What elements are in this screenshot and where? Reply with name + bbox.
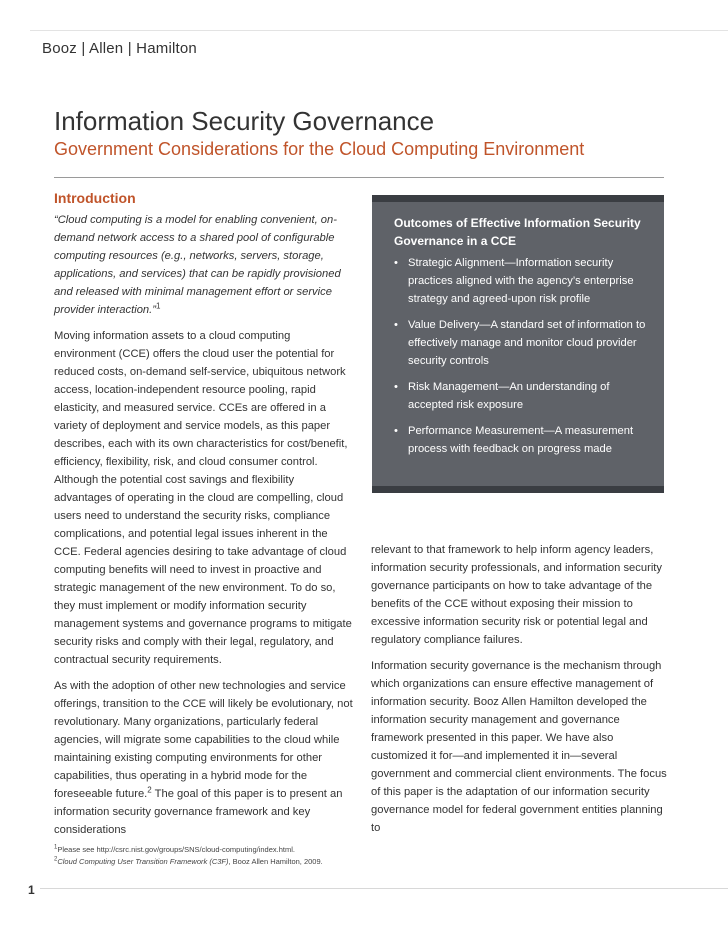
company-logo: Booz | Allen | Hamilton xyxy=(42,40,197,57)
page-number: 1 xyxy=(28,883,35,897)
bullet-icon: • xyxy=(394,319,398,331)
callout-title: Outcomes of Effective Information Security Governance in a CCE xyxy=(394,216,641,248)
left-column xyxy=(54,211,354,847)
bullet-icon: • xyxy=(394,257,398,269)
footnote-ref-1: 1 xyxy=(155,301,161,311)
bottom-divider xyxy=(40,888,728,889)
document-subtitle: Government Considerations for the Cloud Computing Environment xyxy=(54,139,585,159)
intro-quote xyxy=(54,211,354,319)
list-item xyxy=(394,378,649,414)
paragraph: Moving information assets to a cloud computing environment (CCE) offers the cloud user the potential for reduced costs, on-demand self-service, ubiquitous network access, location-independent resource pooling, rapid elasticity, and measured service. CCEs are offered in a variety of deployment and service models, as this paper describes, each with its own characteristics for cost/benefit, efficiency, flexibility, risk, and cloud consumer control. Although the potential cost savings and flexibility advantages of operating in the cloud are compelling, cloud users need to understand the security risks, compliance complications, and potential legal issues inherent in the CCE. Federal agencies desiring to take advantage of cloud computing benefits will need to invest in proactive and strategic management of the new environment. To do so, they must implement or modify information security management systems and governance programs to mitigate security risks and comply with their legal, regulatory, and contractual security requirements. xyxy=(54,330,352,666)
list-item-text: Performance Measurement—A measurement process with feedback on progress made xyxy=(408,425,634,455)
paragraph: Information security governance is the mechanism through which organizations can ensure effective management of information security. Booz Allen Hamilton developed the information security management and governance framework presented in this paper. We have also customized it for—and implemented it in—several government and commercial client environments. The focus of this paper is the adaptation of our information security governance model for federal government entities planning to xyxy=(371,660,667,834)
list-item-text: Risk Management—An understanding of accepted risk exposure xyxy=(408,381,610,411)
footnote-text: , Booz Allen Hamilton, 2009. xyxy=(228,857,323,866)
outcomes-callout-box xyxy=(372,195,664,493)
footnotes xyxy=(54,844,384,868)
right-column xyxy=(371,541,671,845)
section-heading-introduction: Introduction xyxy=(54,190,136,206)
footnote-2 xyxy=(54,856,384,868)
footnote-title: Cloud Computing User Transition Framework (C3F) xyxy=(57,857,229,866)
paragraph-text: As with the adoption of other new technologies and service offerings, transition to the CCE will likely be evolutionary, not revolutionary. Many organizations, particularly federal agencies, will migrate some capabilities to the cloud while maintaining existing computing environments for other capabilities, thus operating in a hybrid mode for the foreseeable future. xyxy=(54,680,353,800)
top-divider xyxy=(30,30,728,31)
footnote-ref-2: 2 xyxy=(147,785,152,795)
paragraph: relevant to that framework to help inform agency leaders, information security professionals, and information security governance participants on how to take advantage of the benefits of the CCE without exposing their mission to excessive information security risk or potential legal and regulatory compliance failures. xyxy=(371,544,663,646)
bullet-icon: • xyxy=(394,381,398,393)
paragraph-text: The goal of this paper is to present an information security governance framework and key considerations xyxy=(54,788,343,836)
list-item xyxy=(394,316,649,370)
document-title: Information Security Governance xyxy=(54,106,435,136)
outcomes-list xyxy=(394,254,649,466)
footnote-number: 2 xyxy=(54,856,58,863)
list-item-text: Strategic Alignment—Information security practices aligned with the agency’s enterprise strategy and agreed-upon risk profile xyxy=(408,257,634,305)
footnote-1 xyxy=(54,844,384,856)
bullet-icon: • xyxy=(394,425,398,437)
footnote-text: Please see http://csrc.nist.gov/groups/SNS/cloud-computing/index.html. xyxy=(57,845,295,854)
list-item-text: Value Delivery—A standard set of information to effectively manage and monitor cloud provider security controls xyxy=(408,319,646,367)
paragraph xyxy=(54,677,354,839)
title-rule xyxy=(54,177,664,178)
list-item xyxy=(394,254,649,308)
list-item xyxy=(394,422,649,458)
quote-text: “Cloud computing is a model for enabling convenient, on-demand network access to a shared pool of configurable computing resources (e.g., networks, servers, storage, applications, and services) that can be rapidly provisioned and released with minimal management effort or service provider interaction.” xyxy=(54,214,341,316)
footnote-number: 1 xyxy=(54,844,58,851)
